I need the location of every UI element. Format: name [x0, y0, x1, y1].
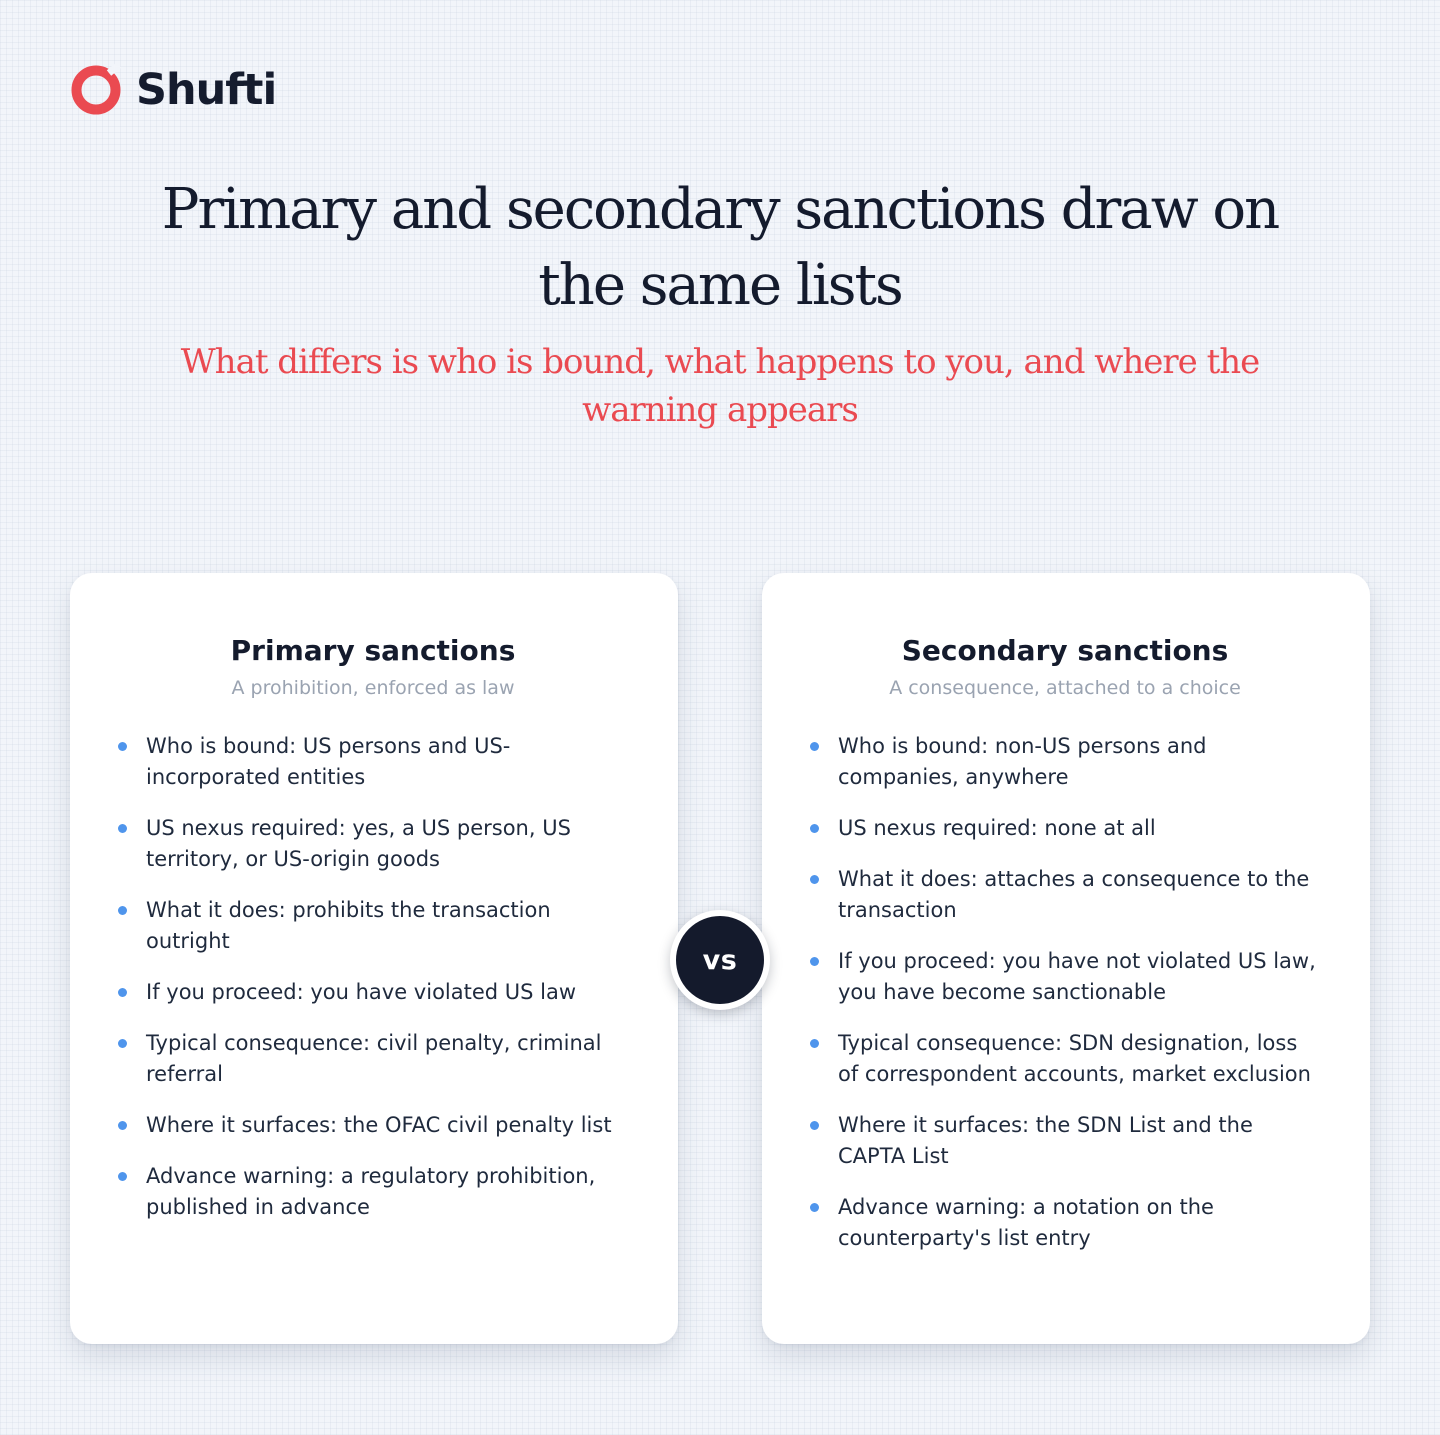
bullet-dot-icon: [810, 1121, 819, 1130]
bullet-dot-icon: [118, 988, 127, 997]
list-item-text: What it does: prohibits the transaction outright: [146, 898, 551, 953]
primary-sanctions-card: [70, 573, 678, 1344]
list-item-text: Advance warning: a regulatory prohibition, published in advance: [146, 1164, 596, 1219]
list-item-text: Where it surfaces: the SDN List and the CAPTA List: [838, 1113, 1253, 1168]
bullet-dot-icon: [810, 1203, 819, 1212]
list-item: [810, 1192, 1320, 1254]
list-item-text: If you proceed: you have not violated US law, you have become sanctionable: [838, 949, 1316, 1004]
card-subtitle: A consequence, attached to a choice: [889, 677, 1241, 699]
list-item: [810, 946, 1320, 1008]
page-title: Primary and secondary sanctions draw on the same lists: [161, 177, 1279, 318]
list-item: [118, 1110, 628, 1141]
brand-name: Shufti: [136, 65, 277, 115]
ring-logo-icon: [68, 62, 124, 118]
vs-badge: [670, 910, 770, 1010]
card-subtitle: A prohibition, enforced as law: [231, 677, 515, 699]
list-item-text: US nexus required: none at all: [838, 816, 1156, 840]
list-item-text: If you proceed: you have violated US law: [146, 980, 577, 1004]
list-item-text: Typical consequence: civil penalty, criminal referral: [146, 1031, 602, 1086]
list-item-text: Advance warning: a notation on the counterparty's list entry: [838, 1195, 1214, 1250]
list-item: [118, 977, 628, 1008]
bullet-dot-icon: [118, 906, 127, 915]
list-item-text: Who is bound: US persons and US-incorporated entities: [146, 734, 511, 789]
bullet-dot-icon: [810, 1039, 819, 1048]
list-item: [810, 1028, 1320, 1090]
bullet-dot-icon: [118, 1039, 127, 1048]
list-item-text: Typical consequence: SDN designation, loss of correspondent accounts, market exclusion: [838, 1031, 1311, 1086]
bullet-dot-icon: [810, 957, 819, 966]
bullet-list: [118, 731, 628, 1223]
list-item: [810, 864, 1320, 926]
list-item-text: US nexus required: yes, a US person, US territory, or US-origin goods: [146, 816, 571, 871]
list-item: [810, 813, 1320, 844]
secondary-sanctions-card: [762, 573, 1370, 1344]
list-item: [810, 731, 1320, 793]
bullet-dot-icon: [118, 1121, 127, 1130]
bullet-list: [810, 731, 1320, 1254]
bullet-dot-icon: [810, 875, 819, 884]
list-item: [118, 1028, 628, 1090]
bullet-dot-icon: [118, 824, 127, 833]
card-title: Primary sanctions: [230, 634, 516, 667]
bullet-dot-icon: [118, 742, 127, 751]
list-item: [118, 895, 628, 957]
list-item: [118, 731, 628, 793]
card-title: Secondary sanctions: [901, 634, 1229, 667]
page-subtitle: What differs is who is bound, what happens to you, and where the warning appears: [180, 342, 1260, 430]
list-item: [118, 813, 628, 875]
bullet-dot-icon: [810, 742, 819, 751]
brand-logo: [68, 62, 276, 118]
list-item: [810, 1110, 1320, 1172]
bullet-dot-icon: [118, 1172, 127, 1181]
list-item: [118, 1161, 628, 1223]
list-item-text: Where it surfaces: the OFAC civil penalty list: [146, 1113, 612, 1137]
list-item-text: What it does: attaches a consequence to the transaction: [838, 867, 1310, 922]
list-item-text: Who is bound: non-US persons and companies, anywhere: [838, 734, 1207, 789]
vs-label: vs: [702, 944, 738, 976]
bullet-dot-icon: [810, 824, 819, 833]
